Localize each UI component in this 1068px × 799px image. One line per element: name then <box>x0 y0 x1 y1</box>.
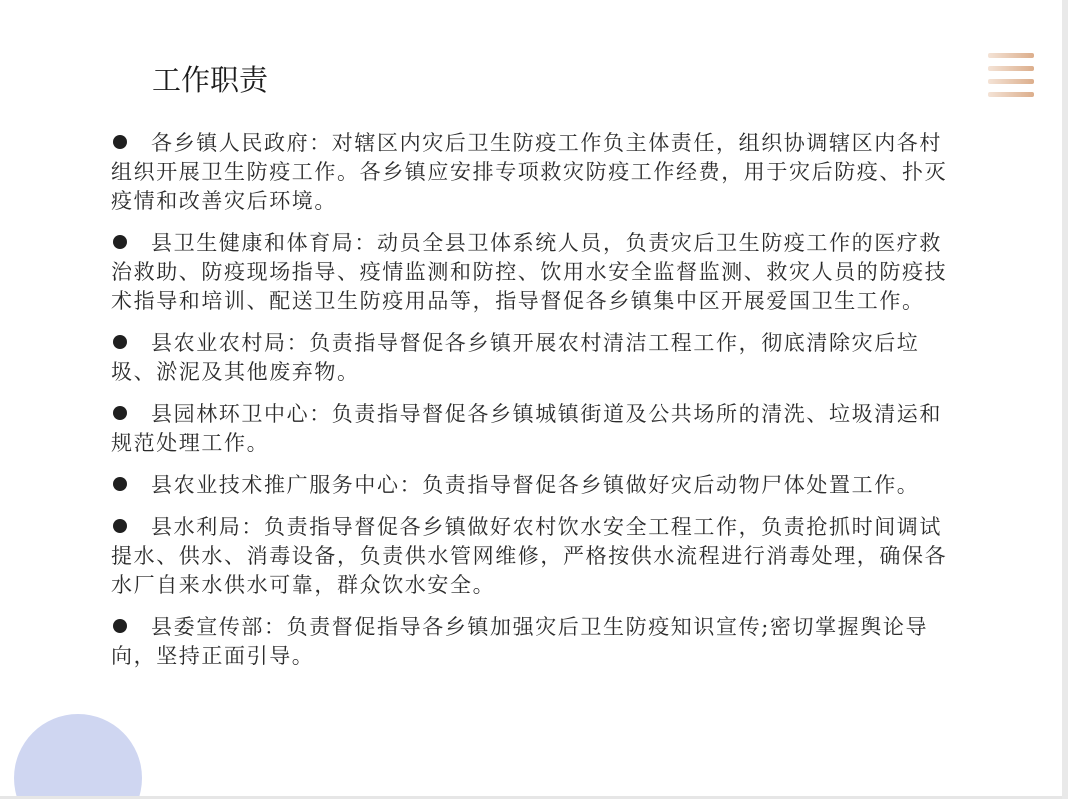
duty-text: 县农业农村局：负责指导督促各乡镇开展农村清洁工程工作，彻底清除灾后垃圾、淤泥及其他废弃物。 <box>111 331 920 384</box>
horizontal-lines-decoration-icon <box>988 53 1034 99</box>
duty-item <box>111 229 951 316</box>
slide-title: 工作职责 <box>152 63 269 97</box>
duty-item <box>111 129 951 216</box>
decoration-line <box>988 79 1034 84</box>
duty-item <box>111 513 951 600</box>
duty-text: 县卫生健康和体育局：动员全县卫体系统人员，负责灾后卫生防疫工作的医疗救治救助、防疫现场指导、疫情监测和防控、饮用水安全监督监测、救灾人员的防疫技术指导和培训、配送卫生防疫用品等，指导督促各乡镇集中区开展爱国卫生工作。 <box>111 231 948 313</box>
decoration-line <box>988 66 1034 71</box>
bullet-icon <box>113 406 127 420</box>
duty-text: 各乡镇人民政府：对辖区内灾后卫生防疫工作负主体责任，组织协调辖区内各村组织开展卫生防疫工作。各乡镇应安排专项救灾防疫工作经费，用于灾后防疫、扑灭疫情和改善灾后环境。 <box>111 131 948 213</box>
bullet-icon <box>113 135 127 149</box>
duty-text: 县委宣传部：负责督促指导各乡镇加强灾后卫生防疫知识宣传;密切掌握舆论导向，坚持正面引导。 <box>111 615 929 668</box>
duty-item <box>111 400 951 458</box>
decoration-line <box>988 92 1034 97</box>
duty-text: 县农业技术推广服务中心：负责指导督促各乡镇做好灾后动物尸体处置工作。 <box>151 473 920 497</box>
bullet-icon <box>113 235 127 249</box>
decoration-line <box>988 53 1034 58</box>
duty-text: 县水利局：负责指导督促各乡镇做好农村饮水安全工程工作，负责抢抓时间调试提水、供水、消毒设备，负责供水管网维修，严格按供水流程进行消毒处理，确保各水厂自来水供水可靠，群众饮水安全。 <box>111 515 948 597</box>
bullet-icon <box>113 619 127 633</box>
bullet-icon <box>113 335 127 349</box>
duty-text: 县园林环卫中心：负责指导督促各乡镇城镇街道及公共场所的清洗、垃圾清运和规范处理工作。 <box>111 402 942 455</box>
duty-item <box>111 471 951 500</box>
bullet-icon <box>113 477 127 491</box>
window-edge <box>1062 0 1068 799</box>
circle-decoration-icon <box>14 714 142 796</box>
duty-item <box>111 329 951 387</box>
duty-item <box>111 613 951 671</box>
duty-list <box>111 129 951 684</box>
bullet-icon <box>113 519 127 533</box>
